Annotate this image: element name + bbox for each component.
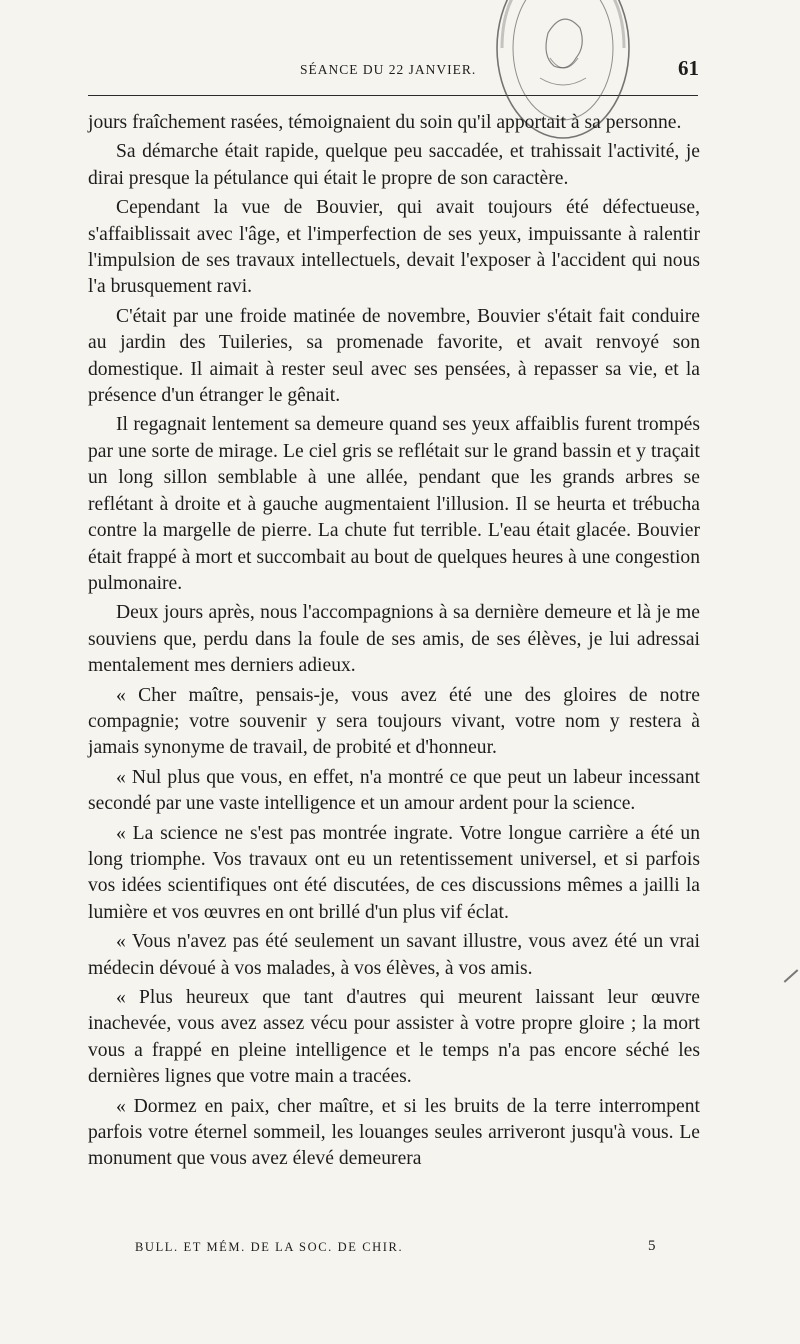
- signature-line: BULL. ET MÉM. DE LA SOC. DE CHIR.: [135, 1240, 404, 1254]
- paragraph: « Vous n'avez pas été seulement un savant illustre, vous avez été un vrai médecin dévoué à vos malades, à vos élèves, à vos amis.: [88, 931, 700, 979]
- paragraph: « Nul plus que vous, en effet, n'a montré ce que peut un labeur incessant secondé par une vaste intelligence et un amour ardent pour la science.: [88, 766, 700, 815]
- running-title: SÉANCE DU 22 JANVIER.: [300, 62, 477, 77]
- paragraph: « Dormez en paix, cher maître, et si les bruits de la terre interrompent parfois votre éternel sommeil, les louanges seules arriveront jusqu'à vous. Le monument que vous avez élevé demeurera: [88, 1095, 700, 1170]
- paragraph: « Cher maître, pensais-je, vous avez été une des gloires de notre compagnie; votre souvenir y sera toujours vivant, votre nom y restera à jamais synonyme de travail, de probité et d'honneur.: [88, 684, 700, 759]
- signature-number: 5: [648, 1238, 656, 1254]
- paragraph: Deux jours après, nous l'accompagnions à sa dernière demeure et là je me souviens que, perdu dans la foule de ses amis, de ses élèves, je lui adressai mentalement mes derniers adieux.: [88, 602, 700, 677]
- paragraph: Il regagnait lentement sa demeure quand ses yeux affaiblis furent trompés par une sorte de mirage. Le ciel gris se reflétait sur le grand bassin et y traçait un long sillon semblable à une allée, pendant que les grands arbres se reflétant à droite et à gauche augmentaient l'illusion. Il se heurta et trébucha contre la margelle de pierre. La chute fut terrible. L'eau était glacée. Bouvier était frappé à mort et succombait au bout de quelques heures à une congestion pulmonaire.: [88, 414, 700, 594]
- paragraph: Cependant la vue de Bouvier, qui avait toujours été défectueuse, s'affaiblissait avec l'âge, et l'imperfection de ses yeux, impuissante à ralentir l'impulsion de ses travaux intellectuels, devait l'exposer à l'accident qui nous l'a brusquement ravi.: [88, 197, 700, 298]
- paragraph: C'était par une froide matinée de novembre, Bouvier s'était fait conduire au jardin des Tuileries, sa promenade favorite, et avait renvoyé son domestique. Il aimait à rester seul avec ses pensées, à repasser sa vie, et la présence d'un étranger le gênait.: [88, 305, 700, 407]
- paragraph: jours fraîchement rasées, témoignaient du soin qu'il apportait à sa personne.: [88, 112, 682, 133]
- body-text: [88, 110, 700, 1176]
- paragraph: « Plus heureux que tant d'autres qui meurent laissant leur œuvre inachevée, vous avez assez vécu pour assister à votre propre gloire ; la mort vous a frappé en pleine intelligence et le temps n'a pas encore séché les dernières lignes que votre main a tracées.: [88, 987, 700, 1088]
- page-number: 61: [678, 56, 699, 80]
- paragraph: Sa démarche était rapide, quelque peu saccadée, et trahissait l'activité, je dirai presque la pétulance qui était le propre de son caractère.: [88, 141, 700, 189]
- paragraph: « La science ne s'est pas montrée ingrate. Votre longue carrière a été un long triomphe. Vos travaux ont eu un retentissement universel, et si parfois vos idées scientifiques ont été discutées, de ces discussions mêmes a jailli la lumière et vos œuvres en ont brillé d'un plus vif éclat.: [88, 822, 700, 923]
- margin-mark: [784, 969, 799, 983]
